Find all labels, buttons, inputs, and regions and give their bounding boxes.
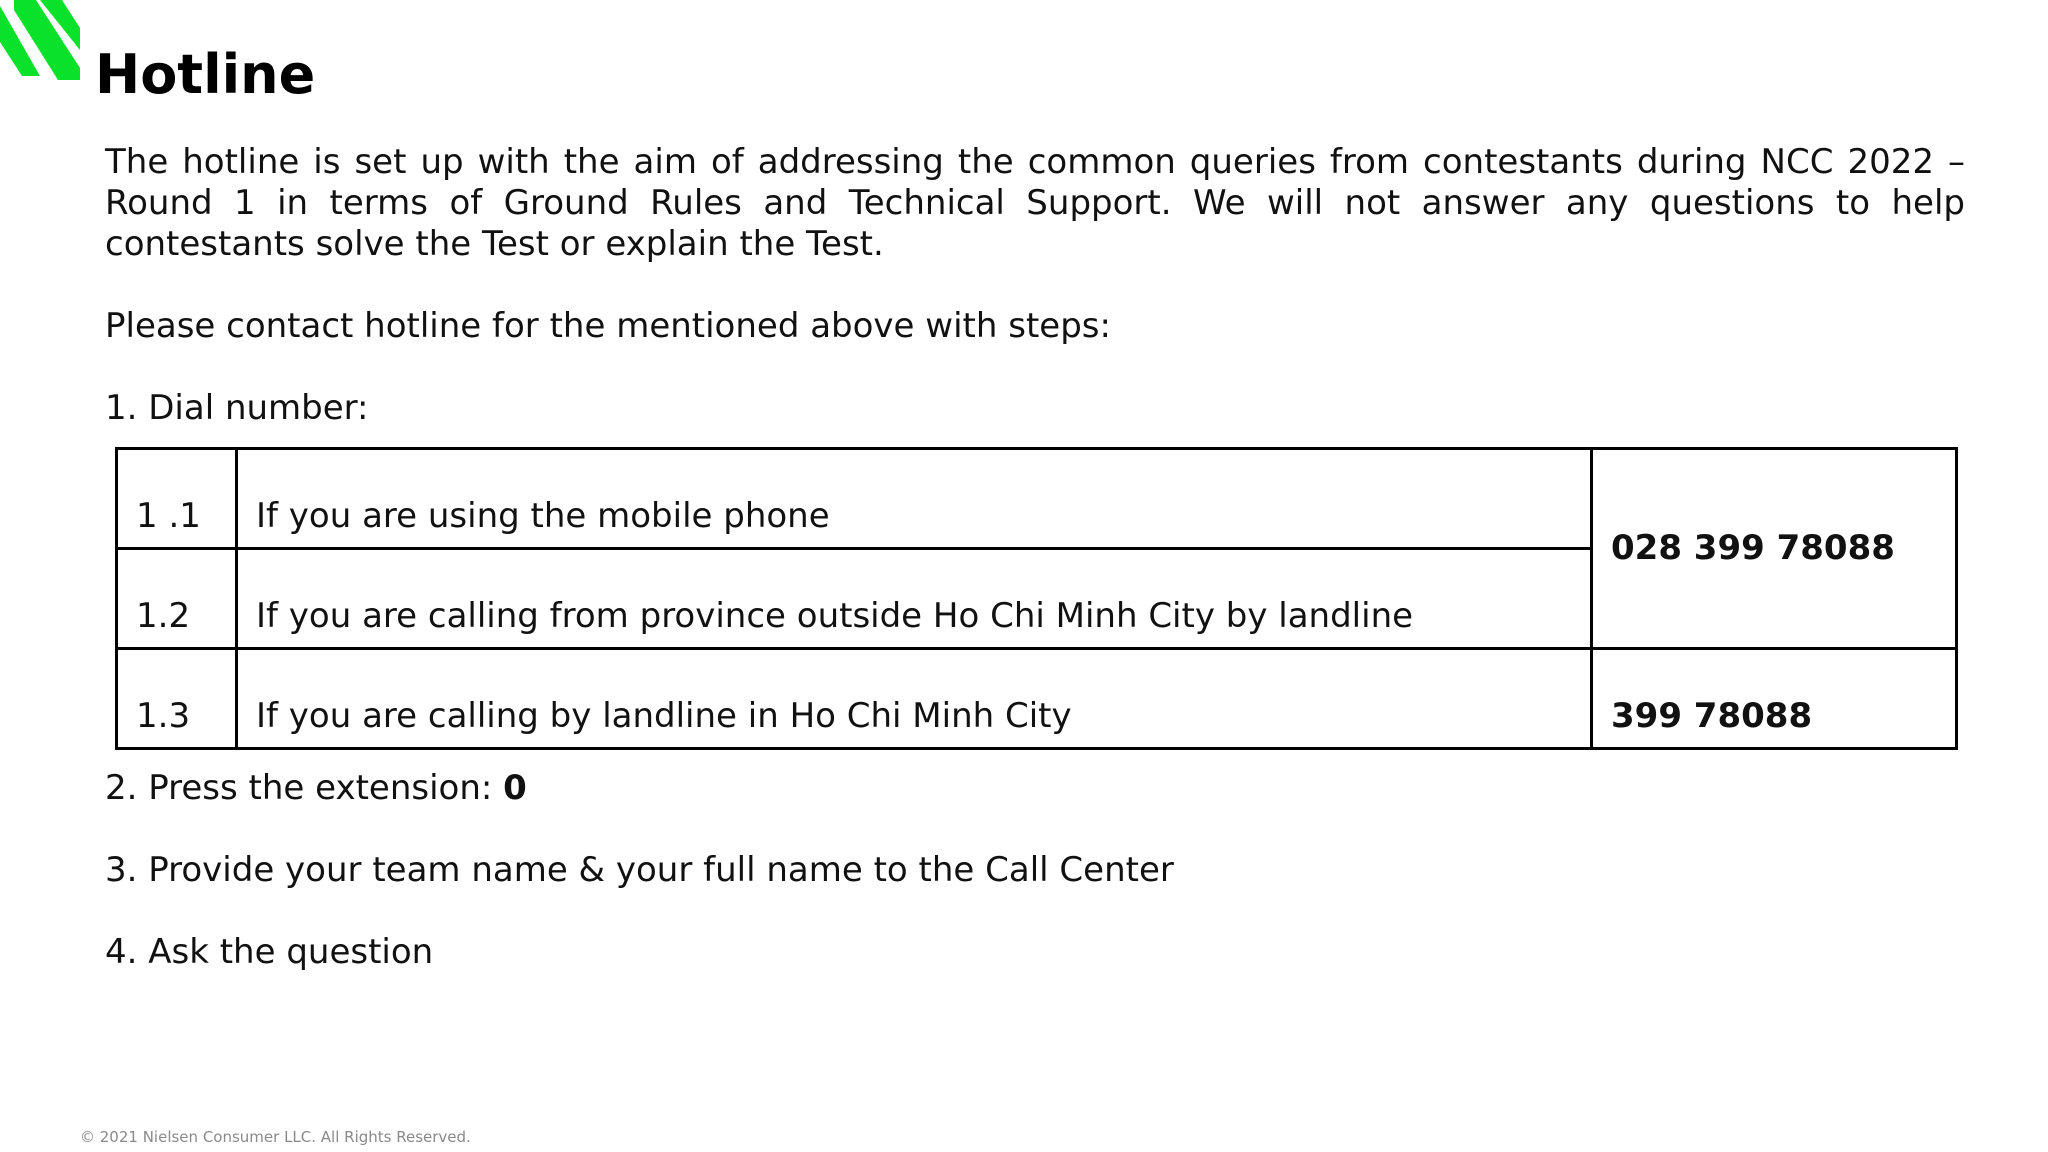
copyright-footer: © 2021 Nielsen Consumer LLC. All Rights Reserved. xyxy=(80,1128,471,1146)
nielsen-logo-icon xyxy=(0,0,82,82)
slide-content xyxy=(105,142,1965,973)
row-number: 1.2 xyxy=(117,549,237,649)
extension-value: 0 xyxy=(503,768,527,808)
row-number: 1.3 xyxy=(117,649,237,749)
row-description: If you are calling by landline in Ho Chi Minh City xyxy=(237,649,1592,749)
page-title: Hotline xyxy=(95,43,316,106)
step-2 xyxy=(105,768,1965,809)
step-3: 3. Provide your team name & your full name to the Call Center xyxy=(105,850,1174,890)
row-description: If you are using the mobile phone xyxy=(237,449,1592,549)
phone-number-local: 399 78088 xyxy=(1592,649,1957,749)
table-row xyxy=(117,649,1957,749)
table-row xyxy=(117,449,1957,549)
row-description: If you are calling from province outside Ho Chi Minh City by landline xyxy=(237,549,1592,649)
step-2-label: 2. Press the extension: xyxy=(105,768,504,808)
dial-number-table xyxy=(115,447,1958,750)
step-4: 4. Ask the question xyxy=(105,932,434,972)
intro-paragraph: The hotline is set up with the aim of addressing the common queries from contestants during NCC 2022 – Round 1 in terms of Ground Rules and Technical Support. We will not answer any questions to help contestants solve the Test or explain the Test. xyxy=(105,142,1965,264)
step-1-label: 1. Dial number: xyxy=(105,388,369,428)
contact-instruction: Please contact hotline for the mentioned above with steps: xyxy=(105,306,1111,346)
phone-number-main: 028 399 78088 xyxy=(1592,449,1957,649)
row-number: 1 .1 xyxy=(117,449,237,549)
